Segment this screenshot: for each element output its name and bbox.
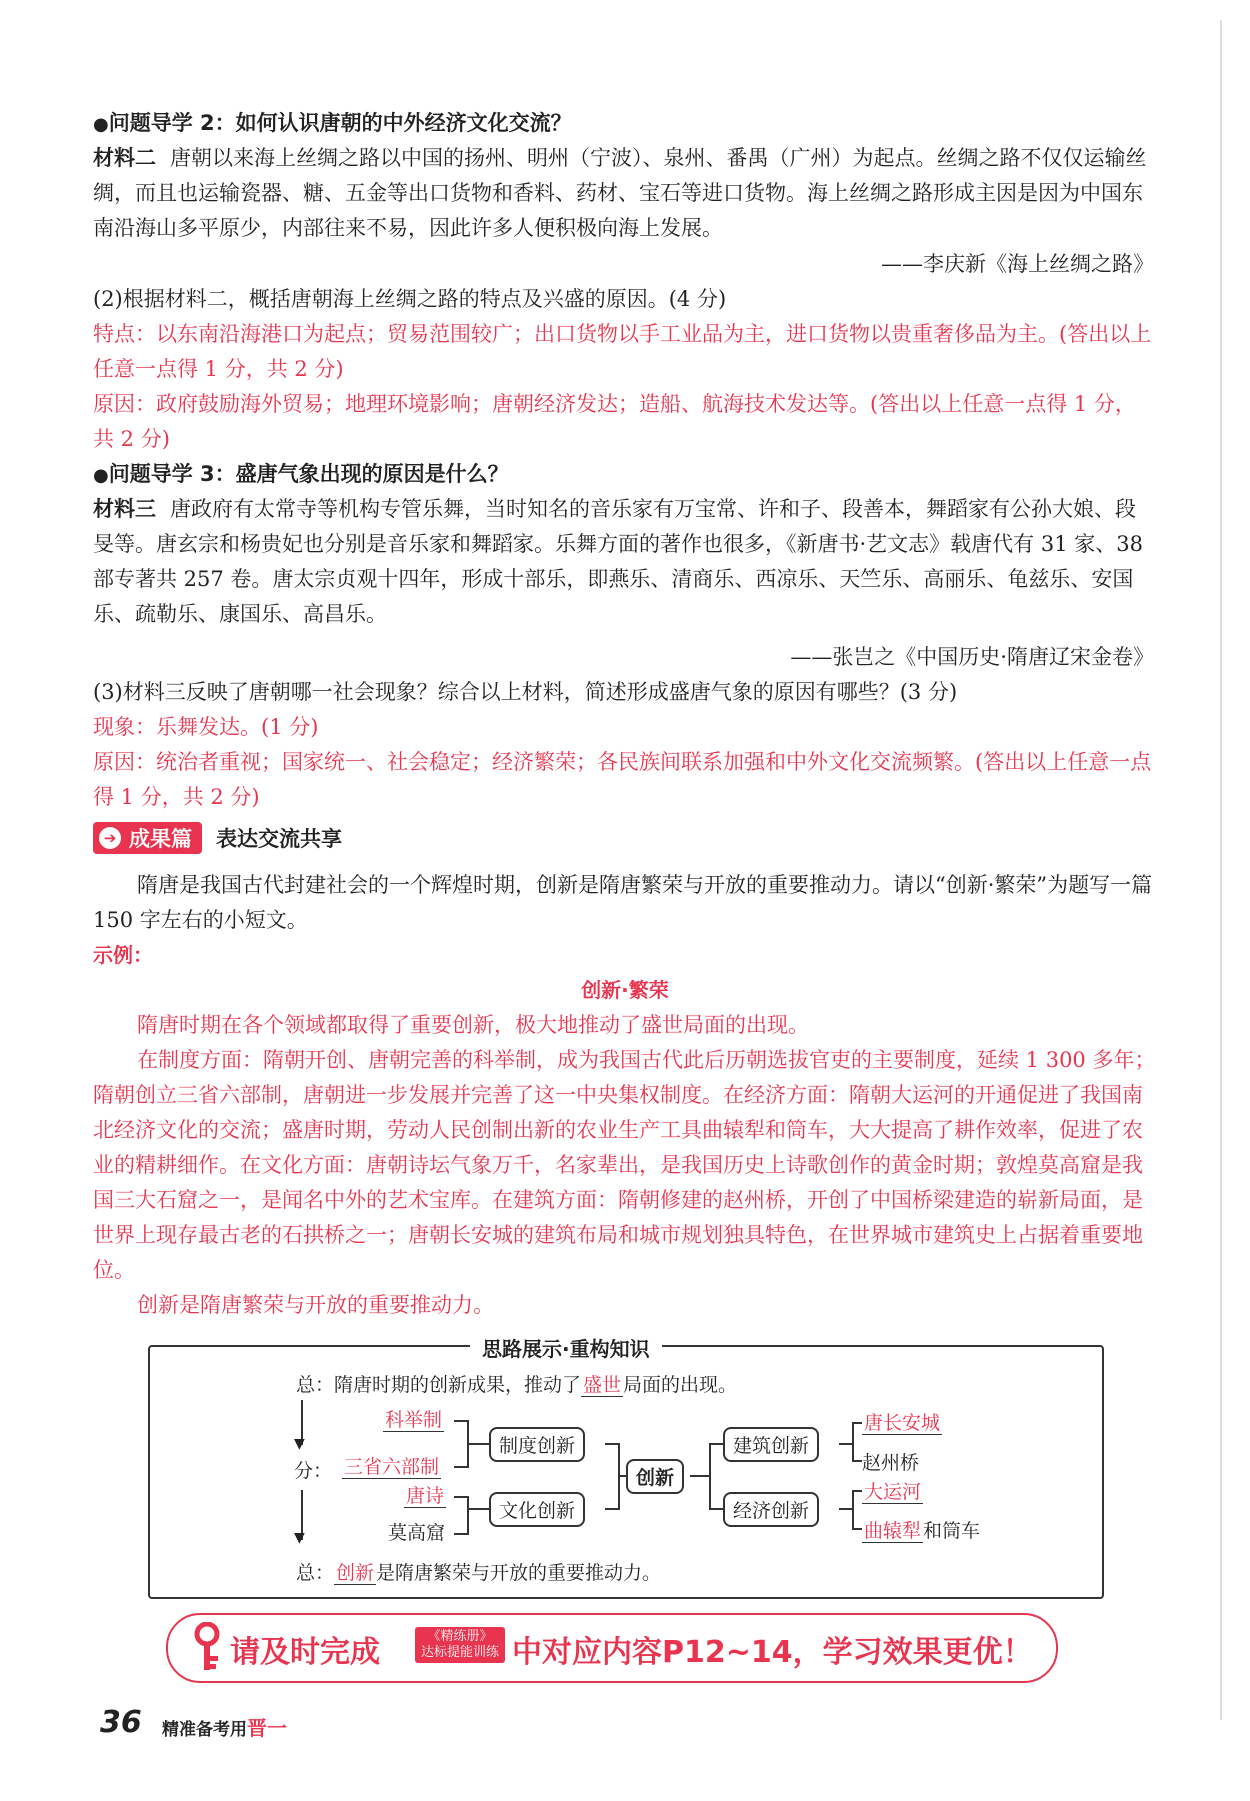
essay-paragraph-3: 创新是隋唐繁荣与开放的重要推动力。 [137,1293,494,1317]
down-arrow-icon: ▼ [294,1530,305,1546]
essay-title: 创新·繁荣 [581,978,669,1002]
connector [709,1443,711,1510]
connector [839,1443,853,1445]
connector [454,1533,468,1535]
essay-paragraph-1: 隋唐时期在各个领域都取得了重要创新，极大地推动了盛世局面的出现。 [137,1013,809,1037]
example-label: 示例： [93,943,153,967]
page-edge-line [1220,20,1222,1720]
connector [454,1496,468,1498]
page-label: 精准备考用晋一 [162,1716,287,1740]
q2-material: 材料二 唐朝以来海上丝绸之路以中国的扬州、明州（宁波）、泉州、番禺（广州）为起点。丝绸之路不仅仅运输丝绸，而且也运输瓷器、糖、五金等出口货物和香料、药材、宝石等进口货物。海上丝绸之路形成主因是因为中国东南沿海山多平原少，内部往来不易，因此许多人便积极向海上发展。 [93,146,1147,240]
connector [467,1508,489,1510]
q3-heading: ●问题导学 3：盛唐气象出现的原因是什么？ [93,462,509,486]
key-icon [192,1622,222,1672]
essay-paragraph-2: 在制度方面：隋朝开创、唐朝完善的科举制，成为我国古代此后历朝选拔官吏的主要制度，延续 1 300 多年；隋朝创立三省六部制，唐朝进一步发展并完善了这一中央集权制度。在经济方面：隋朝大运河的开通促进了我国南北经济文化的交流；盛唐时期，劳动人民创制出新的农业生产工具曲辕犁和筒车，大大提高了耕作效率，促进了农业的精耕细作。在文化方面：唐朝诗坛气象万千，名家辈出，是我国历史上诗歌创作的黄金时期；敦煌莫高窟是我国三大石窟之一，是闻名中外的艺术宝库。在建筑方面：隋朝修建的赵州桥，开创了中国桥梁建造的崭新局面，是世界上现存最古老的石拱桥之一；唐朝长安城的建筑布局和城市规划独具特色，在世界城市建筑史上占据着重要地位。 [93,1048,1156,1282]
blank-chuangxin: 创新 [336,1562,375,1584]
q3-question: (3)材料三反映了唐朝哪一社会现象？综合以上材料，简述形成盛唐气象的原因有哪些？(3 分) [93,680,958,704]
node-economy: 经济创新 [723,1492,819,1527]
item-keju: 科举制 [385,1409,443,1431]
connector [618,1475,626,1477]
item-changan: 唐长安城 [864,1412,941,1434]
item-mogaoku: 莫高窟 [388,1522,446,1544]
q2-source: ——李庆新《海上丝绸之路》 [881,252,1154,276]
q2-heading: ●问题导学 2：如何认识唐朝的中外经济文化交流？ [93,111,572,135]
node-culture: 文化创新 [489,1492,585,1527]
banner-title: 表达交流共享 [216,827,342,851]
q2-answer-reasons: 原因：政府鼓励海外贸易；地理环境影响；唐朝经济发达；造船、航海技术发达等。(答出以上任意一点得 1 分，共 2 分) [93,392,1136,451]
connector [605,1443,619,1445]
connector [839,1508,853,1510]
node-innovation: 创新 [626,1459,684,1494]
q3-answer-reasons: 原因：统治者重视；国家统一、社会稳定；经济繁荣；各民族间联系加强和中外文化交流频繁。(答出以上任意一点得 1 分，共 2 分) [93,750,1152,809]
diagram-fen-label: 分： [294,1460,333,1482]
connector [852,1422,854,1462]
q3-source: ——张岂之《中国历史·隋唐辽宋金卷》 [790,645,1154,669]
diagram-summary-bottom: 总： 创新 是隋唐繁荣与开放的重要推动力。 [296,1562,662,1584]
connector [467,1443,489,1445]
q2-question: (2)根据材料二，概括唐朝海上丝绸之路的特点及兴盛的原因。(4 分) [93,287,727,311]
connector [467,1496,469,1535]
reminder-left-text: 请及时完成 [230,1635,380,1670]
q3-answer-phenomenon: 现象：乐舞发达。(1 分) [93,715,319,739]
connector [454,1420,468,1422]
item-tangshi: 唐诗 [406,1485,445,1507]
connector [709,1443,723,1445]
banner-tag: ➔ 成果篇 [93,822,202,854]
diagram-summary-top: 总：隋唐时期的创新成果，推动了 盛世 局面的出现。 [296,1374,738,1396]
item-zhaozhouqiao: 赵州桥 [862,1452,920,1474]
item-yunhe: 大运河 [864,1481,922,1503]
connector [852,1490,854,1530]
connector [454,1466,468,1468]
section-banner [93,820,342,856]
connector [852,1528,862,1530]
connector [605,1508,619,1510]
connector [690,1475,710,1477]
arrow-right-icon: ➔ [99,827,121,849]
bullet-icon: ● [93,114,109,135]
connector [852,1490,862,1492]
connector [852,1422,862,1424]
item-sansheng: 三省六部制 [344,1456,440,1478]
workbook-badge: 《精练册》 达标提能训练 [415,1627,505,1663]
node-architecture: 建筑创新 [723,1427,819,1462]
connector [852,1460,862,1462]
node-institution: 制度创新 [489,1427,585,1462]
diagram-title: 思路展示·重构知识 [470,1333,662,1362]
task-prompt: 隋唐是我国古代封建社会的一个辉煌时期，创新是隋唐繁荣与开放的重要推动力。请以“创新·繁荣”为题写一篇 150 字左右的小短文。 [93,873,1153,932]
item-quyuanli: 曲辕犁 和筒车 [864,1520,981,1542]
blank-shengshi: 盛世 [583,1374,622,1396]
down-arrow-icon: ▼ [294,1436,305,1452]
q2-answer-features: 特点：以东南沿海港口为起点；贸易范围较广；出口货物以手工业品为主，进口货物以贵重奢侈品为主。(答出以上任意一点得 1 分，共 2 分) [93,322,1152,381]
bullet-icon: ● [93,465,109,486]
page-number: 36 [100,1705,142,1740]
q3-material: 材料三 唐政府有太常寺等机构专管乐舞，当时知名的音乐家有万宝常、许和子、段善本，舞蹈家有公孙大娘、段旻等。唐玄宗和杨贵妃也分别是音乐家和舞蹈家。乐舞方面的著作也很多，《新唐书·艺文志》载唐代有 31 家、38 部专著共 257 卷。唐太宗贞观十四年，形成十部乐，即燕乐、清商乐、西凉乐、天竺乐、高丽乐、龟兹乐、安国乐、疏勒乐、康国乐、高昌乐。 [93,497,1143,626]
connector [709,1508,723,1510]
reminder-right-text: 中对应内容P12~14，学习效果更优！ [512,1635,1033,1670]
